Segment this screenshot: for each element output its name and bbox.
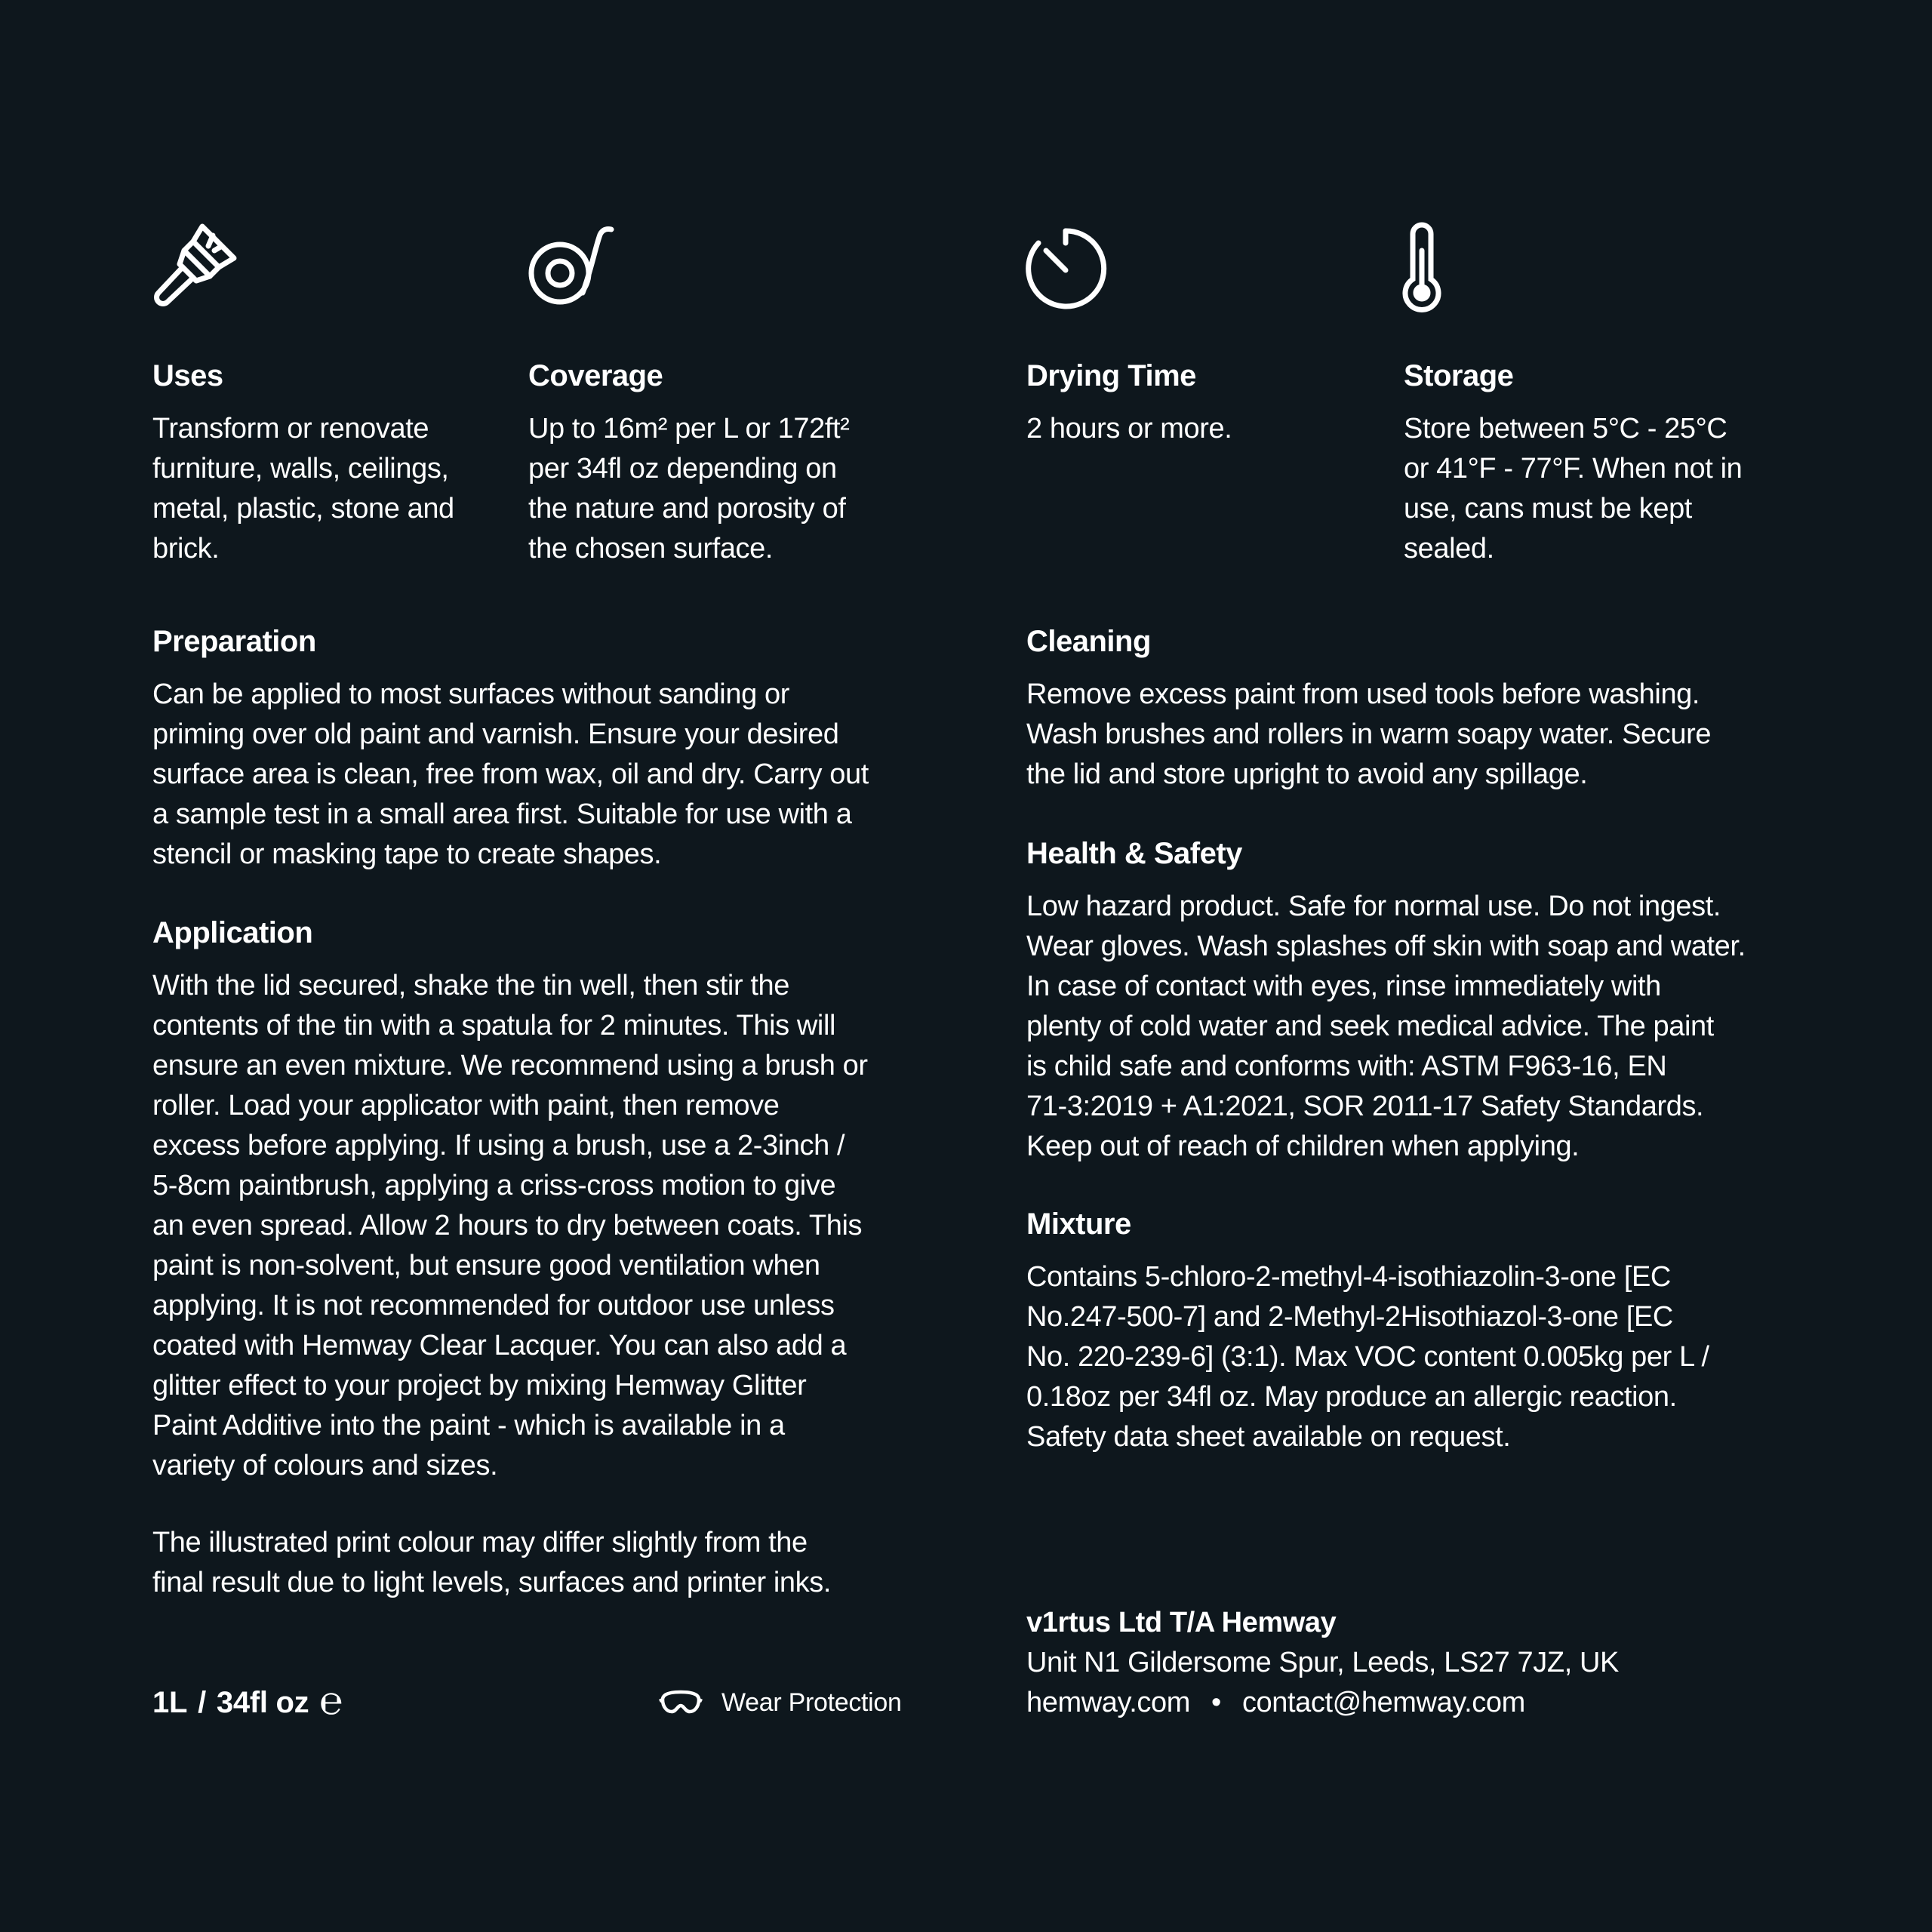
volume-imperial: 34fl oz (216, 1686, 309, 1719)
bullet-separator: • (1211, 1687, 1221, 1718)
cleaning-text: Remove excess paint from used tools before washing. Wash brushes and rollers in warm soapy water. Secure the lid and store upright to avoid any spillage. (1026, 678, 1712, 790)
health-safety-title: Health & Safety (1026, 837, 1242, 870)
wear-protection-label: Wear Protection (721, 1687, 902, 1717)
colour-disclaimer: The illustrated print colour may differ slightly from the final result due to light levels, surfaces and printer inks. (152, 1527, 832, 1598)
website-link[interactable]: hemway.com (1026, 1687, 1191, 1718)
cleaning-title: Cleaning (1026, 625, 1151, 658)
application-text: With the lid secured, shake the tin well, then stir the contents of the tin with a spatula for 2 minutes. This will ensure an even mixture. We recommend using a brush or roller. Load your applicator with paint, then remove excess before applying. If using a brush, use a 2-3inch / 5-8cm paintbrush, applying a criss-cross motion to give an even spread. Allow 2 hours to dry between coats. This paint is non-solvent, but ensure good ventilation when applying. It is not recommended for outdoor use unless coated with Hemway Clear Lacquer. You can also add a glitter effect to your project by mixing Hemway Glitter Paint Additive into the paint - which is available in a variety of colours and sizes. (152, 970, 868, 1481)
mixture-text: Contains 5-chloro-2-methyl-4-isothiazolin-3-one [EC No.247-500-7] and 2-Methyl-2Hisothiazol-3-one [EC No. 220-239-6] (3:1). Max VOC content 0.005kg per L / 0.18oz per 34fl oz. May produce an allergic reaction. Safety data sheet available on request. (1026, 1261, 1709, 1453)
thermometer-icon (1377, 222, 1467, 312)
volume-separator: / (198, 1686, 206, 1719)
mixture-title: Mixture (1026, 1208, 1131, 1241)
paint-roller-icon (527, 220, 617, 311)
company-name: v1rtus Ltd T/A Hemway (1026, 1607, 1337, 1638)
company-address: Unit N1 Gildersome Spur, Leeds, LS27 7JZ, UK (1026, 1647, 1620, 1678)
company-links (1026, 1683, 1619, 1723)
email-link[interactable]: contact@hemway.com (1241, 1687, 1525, 1718)
preparation-title: Preparation (152, 625, 316, 658)
uses-title: Uses (152, 359, 223, 392)
drying-time-title: Drying Time (1026, 359, 1196, 392)
application-title: Application (152, 916, 313, 949)
volume-metric: 1L (152, 1686, 188, 1719)
wear-protection (658, 1683, 902, 1722)
safety-goggles-icon (658, 1689, 703, 1716)
storage-text: Store between 5°C - 25°C or 41°F - 77°F. When not in use, cans must be kept sealed. (1404, 413, 1743, 565)
company-info (1026, 1603, 1619, 1723)
drying-time-text: 2 hours or more. (1026, 413, 1232, 445)
health-safety-text: Low hazard product. Safe for normal use. Do not ingest. Wear gloves. Wash splashes off skin with soap and water. In case of contact with eyes, rinse immediately with plenty of cold water and seek medical advice. The paint is child safe and conforms with: ASTM F963-16, EN 71-3:2019 + A1:2021, SOR 2011-17 Safety Standards. Keep out of reach of children when applying. (1026, 891, 1746, 1162)
volume-info (152, 1680, 343, 1724)
coverage-text: Up to 16m² per L or 172ft² per 34fl oz depending on the nature and porosity of the chosen surface. (528, 413, 850, 565)
coverage-title: Coverage (528, 359, 663, 392)
storage-title: Storage (1404, 359, 1514, 392)
paintbrush-icon (149, 220, 240, 311)
uses-text: Transform or renovate furniture, walls, ceilings, metal, plastic, stone and brick. (152, 413, 454, 565)
timer-icon (1020, 223, 1111, 314)
preparation-text: Can be applied to most surfaces without sanding or priming over old paint and varnish. Ensure your desired surface area is clean, free from wax, oil and dry. Carry out a sample test in a small area first. Suitable for use with a stencil or masking tape to create shapes. (152, 678, 869, 870)
estimated-sign-icon: ℮ (319, 1678, 343, 1724)
